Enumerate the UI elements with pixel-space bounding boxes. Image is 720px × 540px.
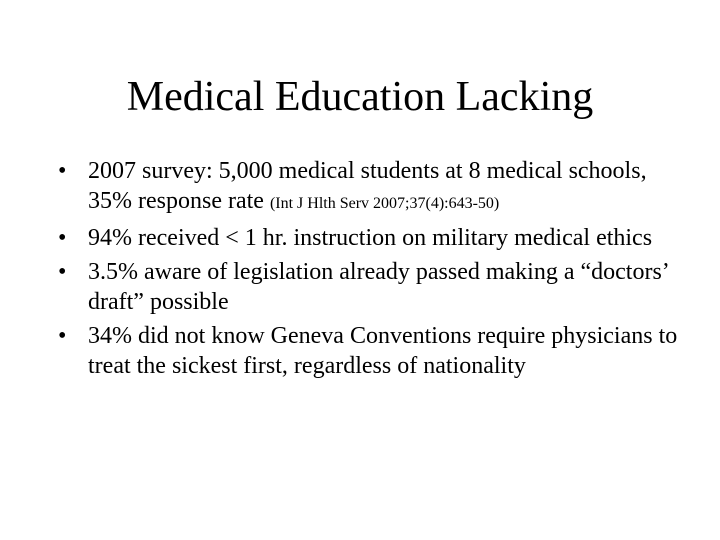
bullet-item [58, 156, 690, 219]
bullet-text: 34% did not know Geneva Conventions require physicians to treat the sickest first, regardless of nationality [88, 323, 678, 379]
bullet-list [58, 156, 690, 385]
citation: (Int J Hlth Serv 2007;37(4):643-50) [269, 195, 500, 212]
bullet-text: 3.5% aware of legislation already passed making a “doctors’ draft” possible [88, 259, 669, 315]
bullet-item [58, 257, 690, 317]
bullet-marker: • [58, 259, 67, 285]
slide-title: Medical Education Lacking [126, 74, 594, 120]
bullet-marker: • [58, 225, 67, 251]
bullet-marker: • [58, 158, 67, 184]
bullet-marker: • [58, 323, 67, 349]
bullet-text: 2007 survey: 5,000 medical students at 8 medical schools, 35% response rate [88, 158, 647, 214]
bullet-item [58, 321, 690, 381]
bullet-item [58, 223, 690, 253]
bullet-text: 94% received < 1 hr. instruction on military medical ethics [88, 225, 653, 251]
